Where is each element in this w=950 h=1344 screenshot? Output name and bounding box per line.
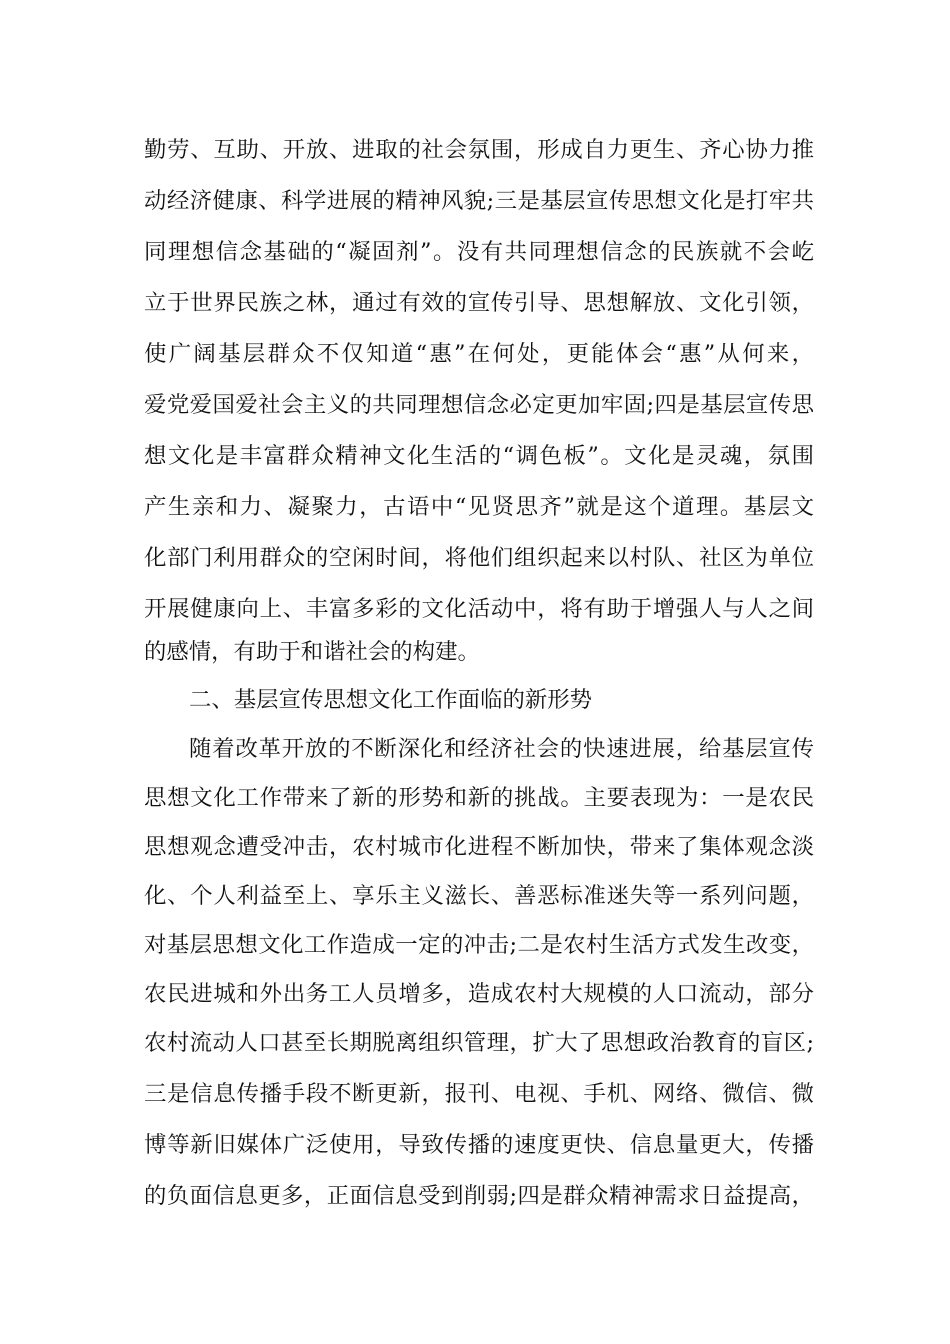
text-line: 的负面信息更多，正面信息受到削弱;四是群众精神需求日益提高，: [144, 1183, 814, 1209]
text-line: 博等新旧媒体广泛使用，导致传播的速度更快、信息量更大，传播: [144, 1132, 814, 1158]
text-line: 农民进城和外出务工人员增多，造成农村大规模的人口流动，部分: [144, 981, 814, 1007]
text-line: 化部门利用群众的空闲时间，将他们组织起来以村队、社区为单位: [144, 545, 814, 571]
text-line: 随着改革开放的不断深化和经济社会的快速进展，给基层宣传: [189, 736, 814, 762]
text-line: 三是信息传播手段不断更新，报刊、电视、手机、网络、微信、微: [144, 1081, 814, 1107]
text-line: 思想文化工作带来了新的形势和新的挑战。主要表现为：一是农民: [144, 785, 814, 811]
text-line: 的感情，有助于和谐社会的构建。: [144, 639, 480, 665]
text-line: 勤劳、互助、开放、进取的社会氛围，形成自力更生、齐心协力推: [144, 137, 814, 163]
text-line: 思想观念遭受冲击，农村城市化进程不断加快，带来了集体观念淡: [144, 834, 814, 860]
text-line: 爱党爱国爱社会主义的共同理想信念必定更加牢固;四是基层宣传思: [144, 392, 814, 418]
text-line: 农村流动人口甚至长期脱离组织管理，扩大了思想政治教育的盲区;: [144, 1030, 814, 1056]
text-line: 想文化是丰富群众精神文化生活的“调色板”。文化是灵魂，氛围: [144, 443, 814, 469]
text-line: 动经济健康、科学进展的精神风貌;三是基层宣传思想文化是打牢共: [144, 188, 814, 214]
section-heading: 二、基层宣传思想文化工作面临的新形势: [189, 687, 593, 713]
text-line: 立于世界民族之林，通过有效的宣传引导、思想解放、文化引领，: [144, 290, 814, 316]
text-line: 化、个人利益至上、享乐主义滋长、善恶标准迷失等一系列问题，: [144, 883, 814, 909]
text-line: 开展健康向上、丰富多彩的文化活动中，将有助于增强人与人之间: [144, 596, 814, 622]
text-line: 对基层思想文化工作造成一定的冲击;二是农村生活方式发生改变，: [144, 932, 814, 958]
text-line: 使广阔基层群众不仅知道“惠”在何处，更能体会“惠”从何来，: [144, 341, 814, 367]
text-line: 产生亲和力、凝聚力，古语中“见贤思齐”就是这个道理。基层文: [144, 494, 814, 520]
text-line: 同理想信念基础的“凝固剂”。没有共同理想信念的民族就不会屹: [144, 239, 814, 265]
